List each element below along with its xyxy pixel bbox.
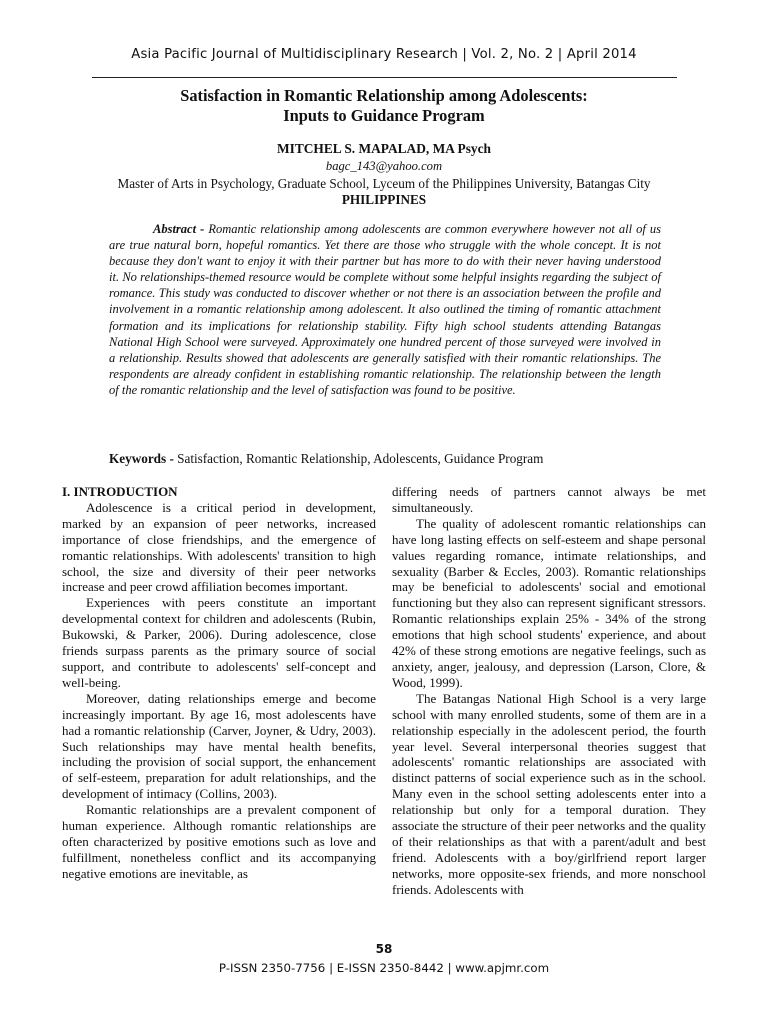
paragraph: The Batangas National High School is a very large school with many enrolled students, some of them are in a relationship especially in the adolescent period, the fourth year level. Several interpersonal theories suggest that adolescents' romantic relationships are associated with distinct patterns of social experience such as in the school. Many even in the school setting adolescents enter into a relationship but only for a temporal duration. They associate the structure of their peer networks and the quality of their relationships as that with a parent/adult and best friend. Adolescents with a boy/girlfriend report larger networks, more opposite-sex friends, and more nonschool friends. Adolescents with xyxy=(392,690,706,897)
right-column xyxy=(392,484,706,898)
abstract xyxy=(109,221,661,398)
keywords-text: Satisfaction, Romantic Relationship, Adolescents, Guidance Program xyxy=(177,451,544,466)
header-divider xyxy=(92,77,677,78)
keywords-label: Keywords - xyxy=(109,451,174,466)
author-email: bagc_143@yahoo.com xyxy=(325,159,443,173)
abstract-text: Romantic relationship among adolescents are common everywhere however not all of us are true natural born, hopeful romantics. Yet there are those who struggle with the whole concept. It is not because they don't want to enjoy it with their partner but has more to do with their never having understood it. No relationships-themed resource would be complete without some helpful insights regarding the subject of romance. This study was conducted to discover whether or not there is an association between the profile and involvement in a romantic relationship among adolescent. It also outlined the timing of romantic attachment formation and its implications for relationship stability. Fifty high school students attending Batangas National High School were surveyed. Approximately one hundred percent of those surveyed were involved in a relationship. Results showed that adolescents are generally satisfied with their romantic relationships. The respondents are already confident in establishing romantic relationship. The relationship between the length of the romantic relationship and the level of satisfaction was found to be positive. xyxy=(109,222,661,397)
title-line-2: Inputs to Guidance Program xyxy=(283,106,485,125)
footer-issn: P-ISSN 2350-7756 | E-ISSN 2350-8442 | www.apjmr.com xyxy=(218,961,550,975)
left-column xyxy=(62,484,376,882)
abstract-label: Abstract - xyxy=(153,222,205,236)
author-country: PHILIPPINES xyxy=(341,192,427,207)
paragraph: The quality of adolescent romantic relationships can have long lasting effects on self-esteem and shape personal values regarding romance, intimate relationships, and sexuality (Barber & Eccles, 2003). Romantic relationships may be beneficial to adolescents' social and emotional functioning but they also can represent significant stressors. Romantic relationships explain 25% - 34% of the strong emotions that high school students' experience, and about 42% of these strong emotions are negative feelings, such as anxiety, anger, jealousy, and depression (Larson, Clore, & Wood, 1999). xyxy=(392,515,706,690)
page-number: 58 xyxy=(375,942,393,956)
section-heading: I. INTRODUCTION xyxy=(62,484,178,499)
author-affiliation: Master of Arts in Psychology, Graduate School, Lyceum of the Philippines University, Batangas City xyxy=(117,176,651,191)
paragraph: Adolescence is a critical period in development, marked by an expansion of peer networks, increased importance of close friendships, and the emergence of romantic relationships. With adolescents' transition to high school, the size and diversity of their peer networks increase and peer crowd affiliation becomes important. xyxy=(62,499,376,595)
paragraph-continuation: differing needs of partners cannot always be met simultaneously. xyxy=(392,484,706,515)
journal-header: Asia Pacific Journal of Multidisciplinary Research | Vol. 2, No. 2 | April 2014 xyxy=(131,47,637,62)
paragraph: Moreover, dating relationships emerge and become increasingly important. By age 16, most adolescents have had a romantic relationship (Carver, Joyner, & Udry, 2003). Such relationships may have mental health benefits, including the provision of social support, the enhancement of self-esteem, preparation for adult relationships, and the development of intimacy (Collins, 2003). xyxy=(62,690,376,802)
keywords xyxy=(109,451,669,467)
author-name: MITCHEL S. MAPALAD, MA Psych xyxy=(276,141,491,156)
paragraph: Experiences with peers constitute an important developmental context for children and adolescents (Rubin, Bukowski, & Parker, 2006). During adolescence, close friends surpass parents as the primary source of social support, and contribute to adolescents' self-concept and well-being. xyxy=(62,595,376,690)
title-line-1: Satisfaction in Romantic Relationship among Adolescents: xyxy=(180,86,588,105)
paper-title xyxy=(0,86,768,126)
paragraph: Romantic relationships are a prevalent component of human experience. Although romantic relationships are often characterized by positive emotions such as love and fulfillment, nonetheless conflict and its accompanying negative emotions are inevitable, as xyxy=(62,802,376,881)
